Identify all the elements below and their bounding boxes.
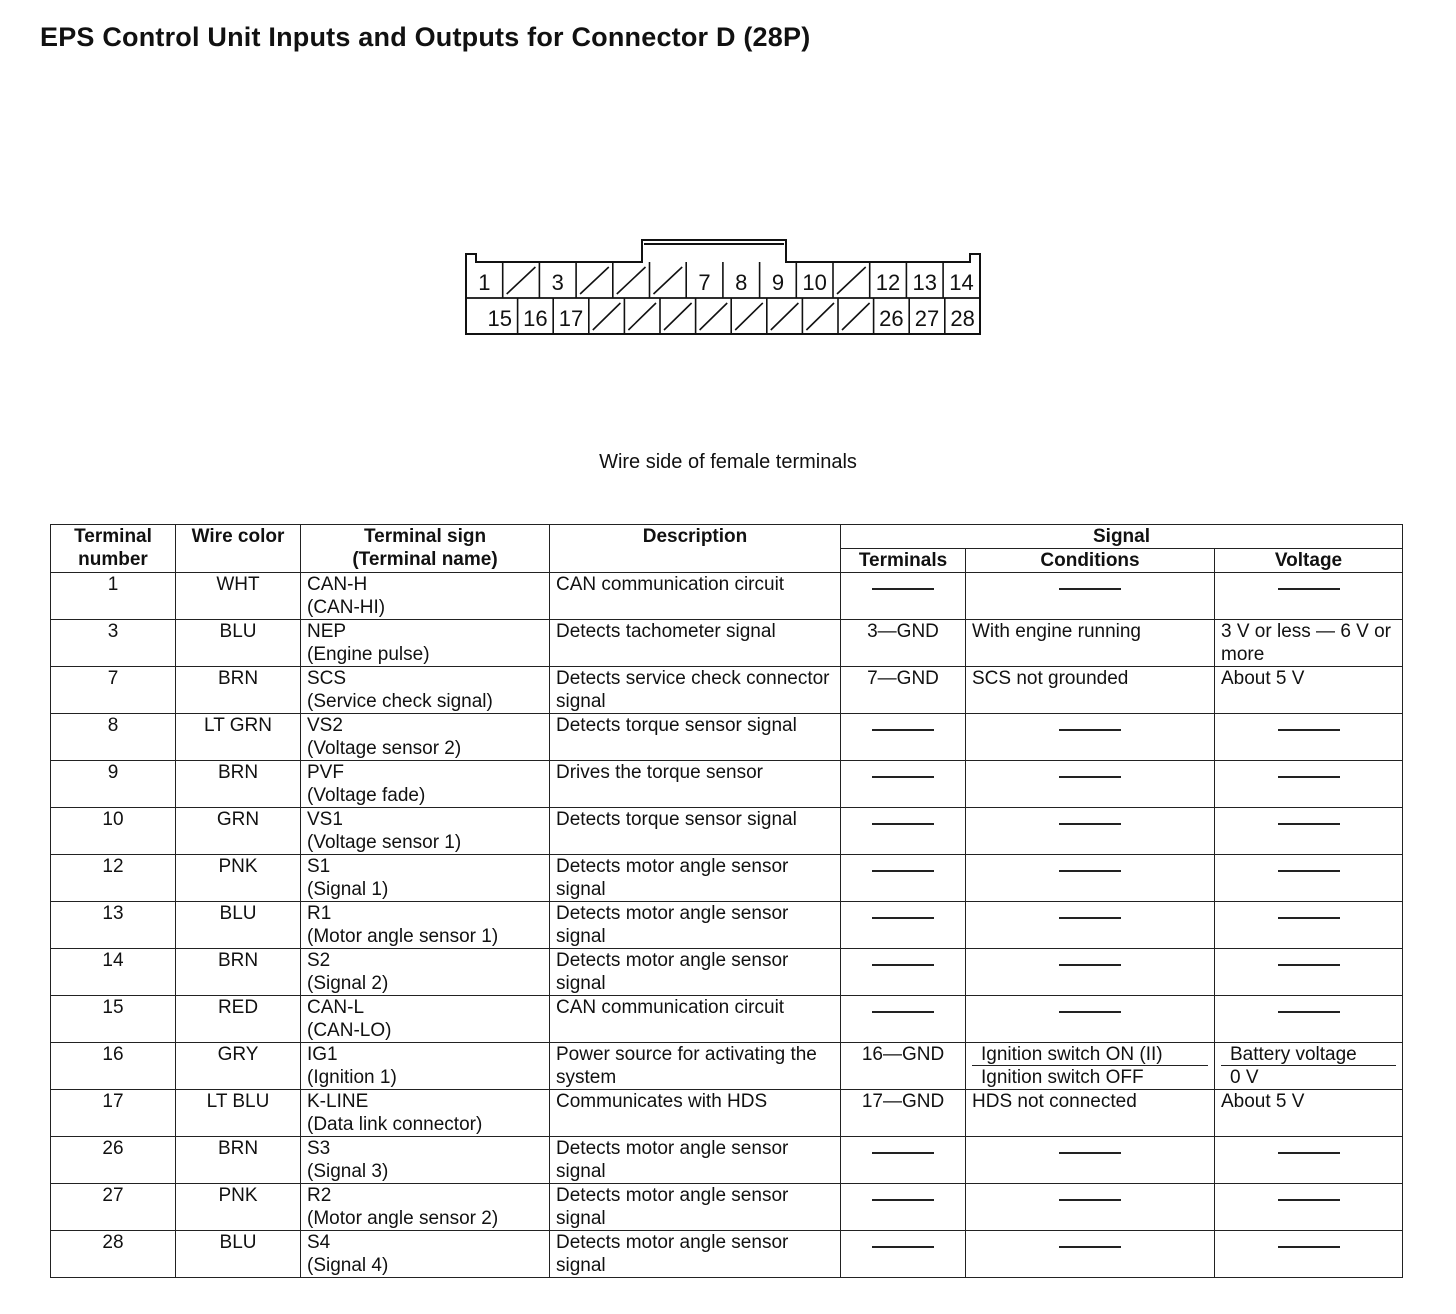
connector-terminal [760,262,784,298]
wire-color-cell: BLU [176,620,301,667]
signal-conditions-cell: SCS not grounded [966,667,1215,714]
connector-terminal [723,262,747,298]
terminal-name: (CAN-LO) [307,1020,392,1041]
wire-color-cell: LT BLU [176,1090,301,1137]
description-cell: Detects motor angle sensor signal [550,1184,841,1231]
connector-terminal-number: 14 [949,270,974,295]
terminal-sign-cell [301,1184,550,1231]
description-cell: Detects motor angle sensor signal [550,902,841,949]
empty-dash [1059,1152,1121,1154]
signal-terminals-cell [841,808,966,855]
signal-conditions-cell [966,949,1215,996]
terminal-sign: NEP [307,621,347,642]
signal-terminals-cell [841,855,966,902]
empty-dash [1278,964,1340,966]
page-title: EPS Control Unit Inputs and Outputs for Connector D (28P) [40,22,811,52]
empty-dash [1059,917,1121,919]
empty-dash [1059,870,1121,872]
connector-blank-terminal [767,298,799,334]
signal-conditions-cell: With engine running [966,620,1215,667]
table-row [51,996,1403,1043]
connector-blank-terminal [576,262,609,298]
connector-blank-terminal [624,298,656,334]
connector-terminal-number: 8 [735,270,748,295]
signal-conditions-cell [966,573,1215,620]
terminal-number-cell: 27 [51,1184,176,1231]
header-terminal-name-label: (Terminal name) [352,549,498,570]
empty-dash [872,1246,934,1248]
empty-dash [1059,1246,1121,1248]
terminal-sign: R2 [307,1185,332,1206]
terminal-name: (Data link connector) [307,1114,483,1135]
empty-dash [872,823,934,825]
connector-terminal [870,262,901,298]
terminal-sign-cell [301,667,550,714]
connector-terminal [518,298,548,334]
header-terminal-sign [301,525,550,573]
connector-terminal-number: 1 [478,270,491,295]
header-wire-color: Wire color [176,525,301,573]
header-conditions: Conditions [966,549,1215,573]
connector-blank-terminal [731,298,763,334]
wire-color-cell: WHT [176,573,301,620]
terminal-sign-cell [301,1090,550,1137]
terminal-number-cell: 15 [51,996,176,1043]
terminal-name: (Signal 3) [307,1161,389,1182]
description-cell: Detects motor angle sensor signal [550,949,841,996]
empty-dash [1059,823,1121,825]
description-cell: CAN communication circuit [550,996,841,1043]
signal-terminals-cell [841,761,966,808]
connector-terminal-number: 17 [558,306,584,331]
description-cell: Detects motor angle sensor signal [550,1231,841,1278]
empty-dash [872,964,934,966]
empty-dash [872,917,934,919]
terminal-name: (Signal 4) [307,1255,389,1276]
terminal-sign-cell [301,855,550,902]
terminal-sign-cell [301,1137,550,1184]
terminal-sign: VS2 [307,715,343,736]
signal-terminals-cell [841,1137,966,1184]
terminal-sign-cell [301,902,550,949]
description-cell: Drives the torque sensor [550,761,841,808]
empty-dash [1278,870,1340,872]
terminal-number-cell: 17 [51,1090,176,1137]
terminal-sign-cell [301,573,550,620]
terminal-name: (Voltage sensor 2) [307,738,462,759]
connector-terminal-number: 28 [950,306,975,331]
terminal-name: (CAN-HI) [307,597,386,618]
wire-color-cell: GRY [176,1043,301,1090]
terminal-number-cell: 14 [51,949,176,996]
signal-conditions-cell [966,1184,1215,1231]
terminal-sign-cell [301,1043,550,1090]
connector-terminal-number: 26 [879,306,904,331]
voltage-line: Battery voltage [1221,1043,1396,1066]
table-row [51,1137,1403,1184]
signal-terminals-cell: 16—GND [841,1043,966,1090]
signal-conditions-cell [966,808,1215,855]
terminal-sign: PVF [307,762,344,783]
terminal-name: (Signal 2) [307,973,389,994]
connector-diagram [462,238,986,338]
empty-dash [872,1152,934,1154]
header-voltage: Voltage [1215,549,1403,573]
terminal-number-cell: 16 [51,1043,176,1090]
terminal-number-cell: 3 [51,620,176,667]
connector-blank-terminal [833,262,866,298]
terminal-number-cell: 26 [51,1137,176,1184]
terminal-name: (Ignition 1) [307,1067,397,1088]
signal-conditions-cell [966,1137,1215,1184]
signal-terminals-cell [841,949,966,996]
signal-voltage-cell [1215,1231,1403,1278]
terminal-name: (Voltage fade) [307,785,426,806]
connector-terminal-number: 7 [698,270,711,295]
terminal-sign-cell [301,996,550,1043]
signal-voltage-cell: About 5 V [1215,1090,1403,1137]
terminal-name: (Voltage sensor 1) [307,832,462,853]
terminal-number-cell: 7 [51,667,176,714]
table-row [51,1184,1403,1231]
empty-dash [872,729,934,731]
voltage-line: 0 V [1230,1067,1259,1088]
table-row [51,573,1403,620]
terminal-sign: IG1 [307,1044,338,1065]
connector-terminal [945,298,975,334]
connector-terminal [943,262,974,298]
wire-color-cell: PNK [176,1184,301,1231]
signal-terminals-cell [841,996,966,1043]
signal-voltage-cell [1215,996,1403,1043]
connector-blank-terminal [802,298,834,334]
connector-terminal [478,270,490,295]
signal-conditions-cell [966,902,1215,949]
description-cell: Detects torque sensor signal [550,808,841,855]
empty-dash [1059,964,1121,966]
header-terminal-number: Terminal number [51,525,176,573]
connector-terminal-number: 15 [487,306,513,331]
connector-terminal-number: 13 [912,270,937,295]
empty-dash [1059,1199,1121,1201]
connector-caption: Wire side of female terminals [599,451,857,473]
wire-color-cell: RED [176,996,301,1043]
wire-color-cell: BLU [176,902,301,949]
table-row [51,667,1403,714]
connector-blank-terminal [589,298,621,334]
description-cell: Communicates with HDS [550,1090,841,1137]
signal-voltage-cell [1215,949,1403,996]
connector-terminal [874,298,904,334]
terminal-sign: R1 [307,903,332,924]
connector-terminal-number: 9 [771,270,785,295]
empty-dash [1278,1152,1340,1154]
connector-terminal-number: 3 [551,270,564,295]
signal-conditions-cell [966,1043,1215,1090]
wire-color-cell: PNK [176,855,301,902]
terminal-number-cell: 8 [51,714,176,761]
header-signal: Signal [841,525,1403,549]
wire-color-cell: BRN [176,761,301,808]
connector-terminal-number: 10 [802,270,827,295]
signal-voltage-cell [1215,1184,1403,1231]
terminal-name: (Signal 1) [307,879,389,900]
description-cell: Detects motor angle sensor signal [550,1137,841,1184]
connector-terminal [488,306,512,331]
empty-dash [872,1199,934,1201]
terminal-sign: S3 [307,1138,331,1159]
connector-terminal-number: 27 [914,306,940,331]
signal-voltage-cell [1215,714,1403,761]
terminal-sign-cell [301,714,550,761]
description-cell: Detects service check connector signal [550,667,841,714]
terminal-sign: CAN-H [307,574,368,595]
empty-dash [872,870,934,872]
terminal-name: (Service check signal) [307,691,493,712]
table-row [51,1043,1403,1090]
table-row [51,855,1403,902]
terminal-sign: S1 [307,856,331,877]
signal-conditions-cell: HDS not connected [966,1090,1215,1137]
wire-color-cell: LT GRN [176,714,301,761]
connector-terminal [796,262,827,298]
empty-dash [1059,1011,1121,1013]
signal-terminals-cell [841,573,966,620]
terminal-number-cell: 13 [51,902,176,949]
signal-terminals-cell: 7—GND [841,667,966,714]
empty-dash [1278,729,1340,731]
terminal-sign: S2 [307,950,331,971]
wire-color-cell: BLU [176,1231,301,1278]
connector-terminal [906,262,937,298]
connector-blank-terminal [660,298,692,334]
terminal-sign: CAN-L [307,997,365,1018]
empty-dash [872,1011,934,1013]
empty-dash [1059,588,1121,590]
connector-blank-terminal [503,262,536,298]
signal-conditions-cell [966,996,1215,1043]
table-row [51,761,1403,808]
signal-terminals-cell: 17—GND [841,1090,966,1137]
connector-blank-terminal [650,262,683,298]
signal-terminals-cell: 3—GND [841,620,966,667]
terminal-sign-cell [301,1231,550,1278]
empty-dash [1278,1246,1340,1248]
terminal-name: (Motor angle sensor 1) [307,926,499,947]
terminal-sign-cell [301,808,550,855]
condition-line: Ignition switch OFF [981,1067,1144,1088]
empty-dash [1059,729,1121,731]
empty-dash [872,776,934,778]
connector-blank-terminal [613,262,646,298]
connector-blank-terminal [696,298,728,334]
connector-terminal [553,298,583,334]
io-table [50,524,1403,1278]
description-cell: Detects tachometer signal [550,620,841,667]
description-cell: Power source for activating the system [550,1043,841,1090]
table-row [51,902,1403,949]
connector-terminal [686,262,710,298]
signal-voltage-cell [1215,1043,1403,1090]
signal-terminals-cell [841,714,966,761]
description-cell: Detects torque sensor signal [550,714,841,761]
table-row [51,714,1403,761]
wire-color-cell: BRN [176,949,301,996]
signal-voltage-cell [1215,1137,1403,1184]
terminal-number-cell: 12 [51,855,176,902]
condition-line: Ignition switch ON (II) [972,1043,1208,1066]
terminal-name: (Motor angle sensor 2) [307,1208,499,1229]
table-row [51,949,1403,996]
connector-terminal-number: 16 [523,306,548,331]
empty-dash [872,588,934,590]
empty-dash [1278,1199,1340,1201]
wire-color-cell: GRN [176,808,301,855]
wire-color-cell: BRN [176,1137,301,1184]
terminal-sign-cell [301,949,550,996]
connector-terminal [539,262,563,298]
signal-voltage-cell [1215,855,1403,902]
signal-conditions-cell [966,855,1215,902]
signal-voltage-cell: About 5 V [1215,667,1403,714]
signal-voltage-cell [1215,573,1403,620]
header-terminal-sign-label: Terminal sign [363,526,487,547]
connector-terminal [909,298,939,334]
empty-dash [1278,588,1340,590]
signal-conditions-cell [966,761,1215,808]
connector-blank-terminal [838,298,870,334]
terminal-number-cell: 10 [51,808,176,855]
header-description: Description [550,525,841,573]
terminal-sign: VS1 [307,809,343,830]
signal-voltage-cell [1215,902,1403,949]
empty-dash [1278,823,1340,825]
empty-dash [1278,1011,1340,1013]
terminal-sign: K-LINE [307,1091,369,1112]
description-cell: CAN communication circuit [550,573,841,620]
header-terminals: Terminals [841,549,966,573]
table-row [51,620,1403,667]
terminal-sign: S4 [307,1232,331,1253]
signal-voltage-cell: 3 V or less — 6 V or more [1215,620,1403,667]
empty-dash [1278,776,1340,778]
signal-conditions-cell [966,714,1215,761]
empty-dash [1278,917,1340,919]
terminal-number-cell: 28 [51,1231,176,1278]
terminal-sign-cell [301,761,550,808]
signal-voltage-cell [1215,808,1403,855]
signal-terminals-cell [841,1231,966,1278]
signal-voltage-cell [1215,761,1403,808]
table-row [51,1090,1403,1137]
terminal-number-cell: 9 [51,761,176,808]
table-row [51,808,1403,855]
empty-dash [1059,776,1121,778]
signal-conditions-cell [966,1231,1215,1278]
terminal-number-cell: 1 [51,573,176,620]
signal-terminals-cell [841,1184,966,1231]
connector-terminal-number: 12 [875,270,901,295]
signal-terminals-cell [841,902,966,949]
terminal-sign-cell [301,620,550,667]
description-cell: Detects motor angle sensor signal [550,855,841,902]
table-row [51,1231,1403,1278]
terminal-name: (Engine pulse) [307,644,430,665]
terminal-sign: SCS [307,668,347,689]
wire-color-cell: BRN [176,667,301,714]
